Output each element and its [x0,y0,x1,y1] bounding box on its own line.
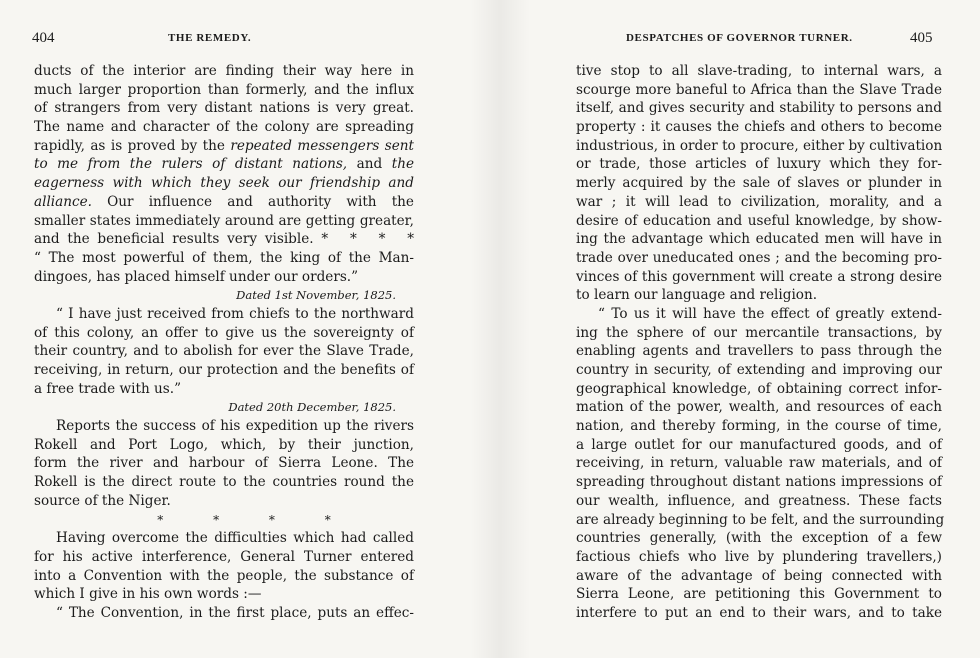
text-line-mixed [34,155,414,174]
text-line: aware of the advantage of being connected with [576,567,942,584]
text-line: “ The most powerful of them, the king of the Man- [34,249,414,266]
text-line: spreading throughout distant nations impressions of [576,474,942,491]
text-line: tive stop to all slave-trading, to internal wars, a [576,63,942,79]
text-line: nation, and thereby forming, in the course of time, [576,418,942,435]
text-line: into a Convention with the people, the substance of [34,567,414,584]
text-segment: and the beneficial results very visible. [34,231,314,248]
text-line-mixed [34,193,414,212]
text-line-mixed [34,137,414,156]
text-line: a free trade with us.” [34,380,182,397]
text-line: country in security, of extending and improving our [576,362,942,378]
text-line: their country, and to abolish for ever the Slave Trade, [34,343,414,360]
text-line: enabling agents and travellers to pass through the [576,343,942,360]
text-segment: rapidly, as is proved by the [34,137,225,154]
text-line: to learn our language and religion. [576,287,818,304]
dateline: Dated 20th December, 1825. [228,400,396,415]
text-line-mixed [34,230,414,249]
text-line: geographical knowledge, of obtaining correct infor- [576,380,942,397]
text-line: our wealth, influence, and greatness. These facts [576,492,942,509]
text-line: which I give in his own words :— [34,586,262,603]
text-line: are already beginning to be felt, and the surrounding [576,511,945,528]
text-line: trade over uneducated ones ; and the becoming pro- [576,249,942,266]
text-line: ing the sphere of our mercantile transactions, by [576,324,942,341]
text-line: vinces of this government will create a strong desire [576,268,942,285]
text-line: “ I have just received from chiefs to the northward [56,305,414,322]
text-line: much larger proportion than formerly, and the influx [34,81,414,98]
text-line: merly acquired by the sale of slaves or plunder in [576,175,942,192]
text-line: factious chiefs who live by plundering travellers,) [576,548,942,565]
text-line: mation of the power, wealth, and resources of each [576,399,942,416]
dateline: Dated 1st November, 1825. [236,288,396,303]
text-line: itself, and gives security and stability to persons and [576,100,942,117]
running-head-left: THE REMEDY. [168,32,252,44]
left-page [0,0,480,658]
text-line: for his active interference, General Turner entered [34,548,414,565]
text-line: scourge more baneful to Africa than the Slave Trade [576,81,942,98]
text-line: The name and character of the colony are spreading [34,119,414,136]
text-line: Reports the success of his expedition up the rivers [56,418,414,435]
text-line: war ; it will lead to civilization, morality, and a [576,193,942,210]
text-line: of this colony, an offer to give us the sovereignty of [34,324,414,341]
text-line: property : it causes the chiefs and others to become [576,119,942,136]
page-number-right: 405 [910,30,933,46]
text-line: “ To us it will have the effect of greatly extend- [598,305,942,322]
text-line: desire of education and useful knowledge, by show- [576,212,942,229]
text-line: Sierra Leone, are petitioning this Government to [576,586,942,603]
text-line: source of the Niger. [34,492,171,509]
running-head-right: DESPATCHES OF GOVERNOR TURNER. [626,32,853,44]
ellipsis-stars: * * * * [321,231,414,248]
text-line: receiving, in return, valuable raw materials, and of [576,455,942,472]
page-number-left: 404 [32,30,55,46]
text-line: form the river and harbour of Sierra Leone. The [34,455,414,472]
italic-segment: the [391,156,415,173]
text-segment: and [356,156,383,173]
text-line: ing the advantage which educated men will have in [576,231,942,248]
text-line: dingoes, has placed himself under our orders.” [34,268,359,285]
text-line: countries generally, (with the exception of a few [576,530,942,547]
text-line: Rokell is the direct route to the countries round the [34,474,414,491]
text-line: “ The Convention, in the first place, puts an effec- [56,604,414,621]
italic-segment: alliance. [34,193,92,210]
text-line-italic: eagerness with which they seek our friendship and [34,175,414,192]
right-page [500,0,980,658]
text-segment: Our influence and authority with the [107,193,414,210]
italic-segment: repeated messengers sent [230,137,414,154]
text-line: industrious, in order to procure, either by cultivation [576,137,943,154]
text-line: a large outlet for our manufactured goods, and of [576,436,942,453]
text-line: smaller states immediately around are getting greater, [34,212,414,229]
text-line: Having overcome the difficulties which had called [56,530,414,547]
text-line: interfere to put an end to their wars, and to take [576,604,942,621]
text-line: ducts of the interior are finding their way here in [34,63,414,79]
text-line: Rokell and Port Logo, which, by their junction, [34,436,414,453]
text-line: of strangers from very distant nations is very great. [34,100,414,117]
section-break-stars: * * * * [157,512,331,527]
text-line: receiving, in return, our protection and the benefits of [34,362,414,378]
italic-segment: to me from the rulers of distant nations, [34,156,348,173]
left-page-body [34,62,414,623]
text-line: or trade, those articles of luxury which they for- [576,156,942,173]
right-page-body [576,62,945,623]
